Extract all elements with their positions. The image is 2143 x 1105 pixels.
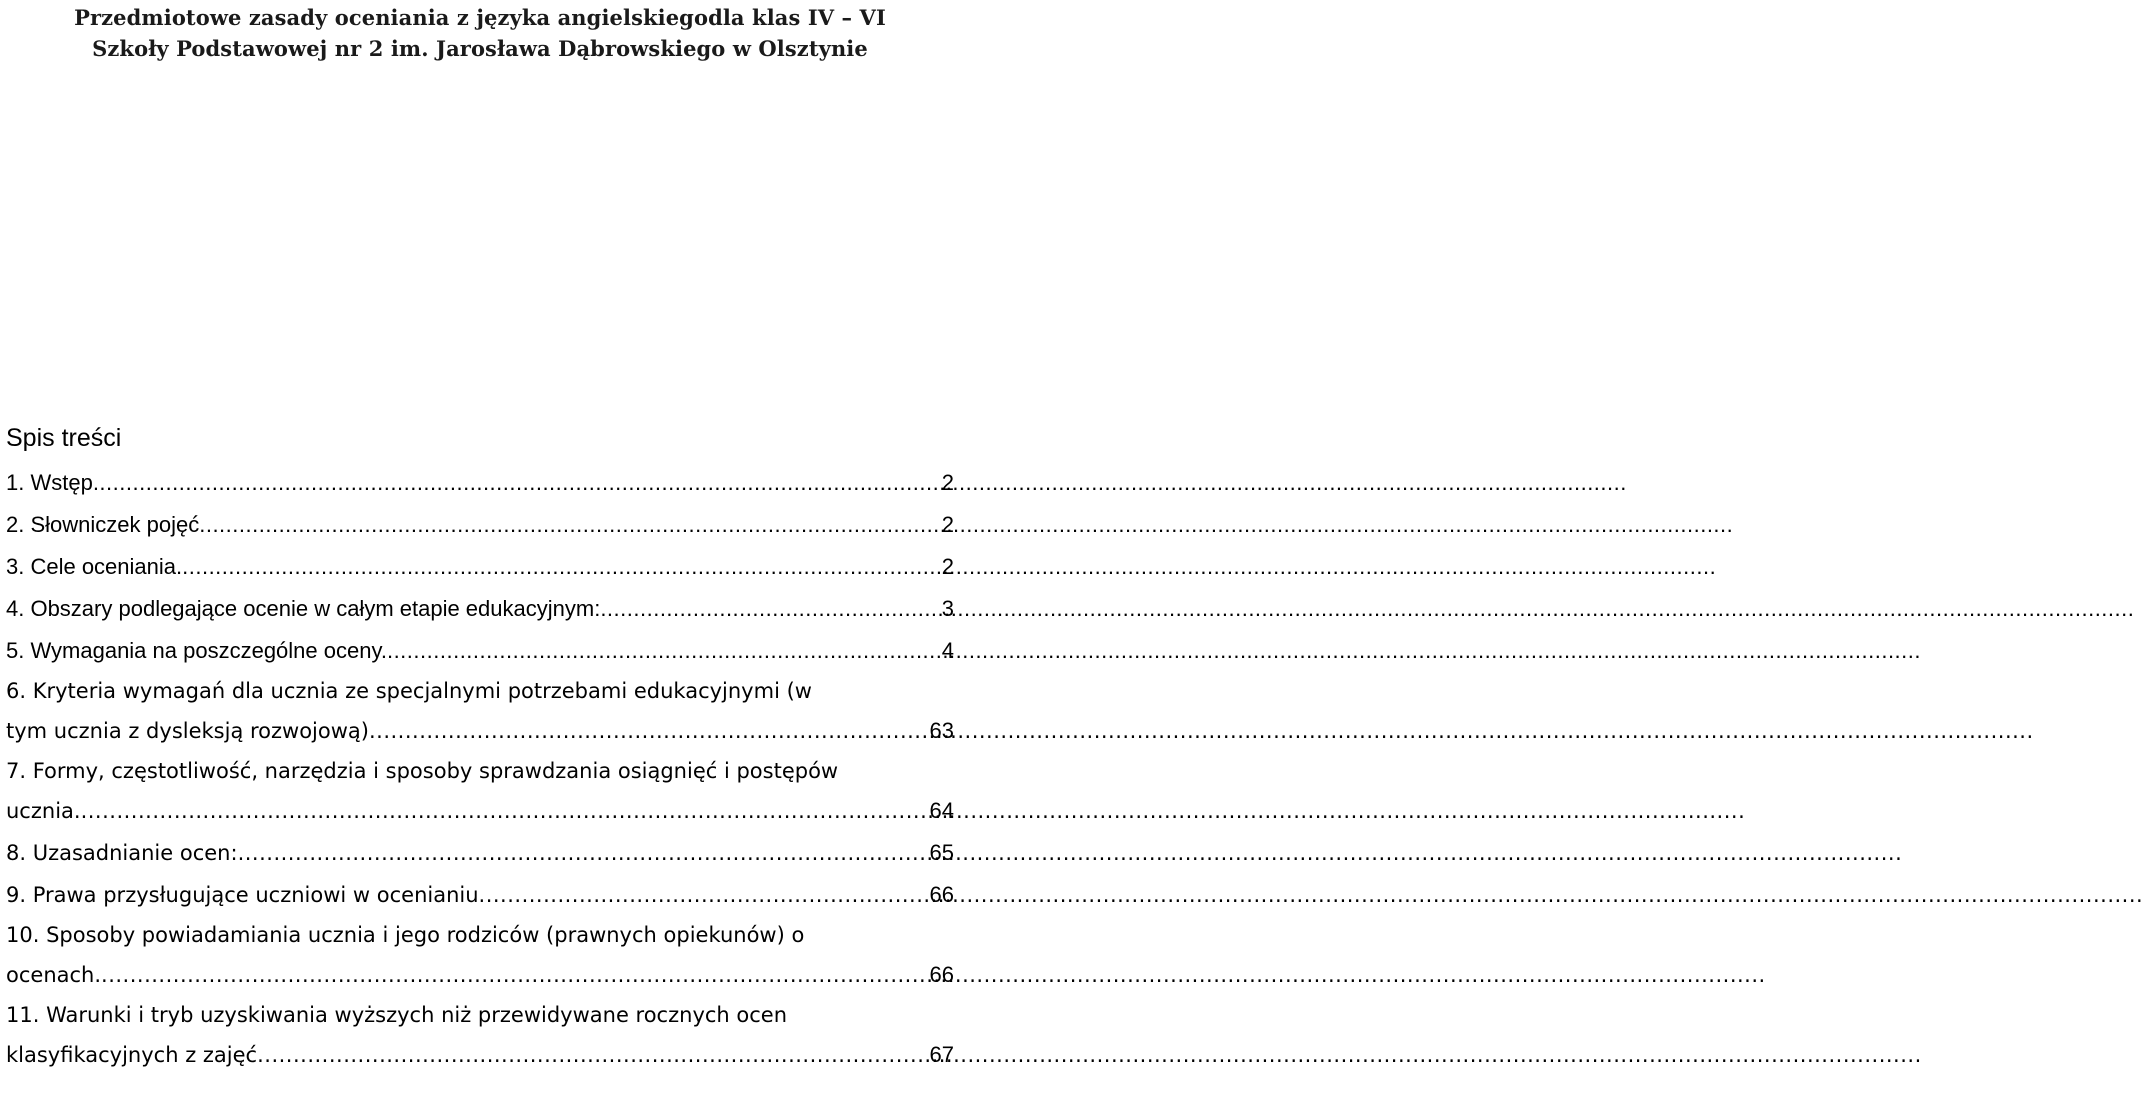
toc-entry-3[interactable] xyxy=(6,546,954,588)
document-title xyxy=(0,0,960,64)
dot-leader xyxy=(479,874,926,916)
toc-entry-1[interactable] xyxy=(6,462,954,504)
toc-entry-11-text[interactable]: klasyfikacyjnych z zajęć xyxy=(6,1043,258,1067)
document-title-line-1: Przedmiotowe zasady oceniania z języka angielskiegodla klas IV – VI xyxy=(74,5,886,30)
toc-entry-2-page[interactable]: 2 xyxy=(941,512,954,537)
toc-entry-7[interactable] xyxy=(6,752,954,832)
toc-entry-11-line-1[interactable]: 11. Warunki i tryb uzyskiwania wyższych niż przewidywane rocznych ocen xyxy=(6,1003,788,1027)
toc-entry-3-page[interactable]: 2 xyxy=(941,554,954,579)
toc-entry-11-page[interactable]: 67 xyxy=(929,1042,954,1067)
dot-leader xyxy=(101,954,925,996)
toc-entry-5-page[interactable]: 4 xyxy=(941,638,954,663)
toc-entry-6[interactable] xyxy=(6,672,954,752)
toc-entry-8[interactable] xyxy=(6,832,954,874)
dot-leader xyxy=(600,588,937,630)
dot-leader xyxy=(369,710,926,752)
toc-entry-4[interactable] xyxy=(6,588,954,630)
toc-entry-9-page[interactable]: 66 xyxy=(929,882,954,907)
dot-leader xyxy=(182,546,938,588)
toc-entry-10-page[interactable]: 66 xyxy=(929,962,954,987)
toc-entry-2[interactable] xyxy=(6,504,954,546)
dot-leader xyxy=(257,1034,925,1076)
toc-entry-7-page[interactable]: 64 xyxy=(929,798,954,823)
toc-entry-11[interactable] xyxy=(6,996,954,1076)
toc-entry-9-text[interactable]: 9. Prawa przysługujące uczniowi w ocenianiu xyxy=(6,883,479,907)
toc-entry-8-text[interactable]: 8. Uzasadnianie ocen: xyxy=(6,841,238,865)
toc-entry-4-text[interactable]: 4. Obszary podlegające ocenie w całym etapie edukacyjnym: xyxy=(6,596,601,621)
toc-entry-4-page[interactable]: 3 xyxy=(941,596,954,621)
toc-entry-6-text[interactable]: tym ucznia z dysleksją rozwojową) xyxy=(6,719,369,743)
dot-leader xyxy=(387,630,938,672)
toc-entry-2-text[interactable]: 2. Słowniczek pojęć xyxy=(6,512,200,537)
toc-entry-10-text[interactable]: ocenach. xyxy=(6,963,102,987)
dot-leader xyxy=(81,790,926,832)
document-title-line-2: Szkoły Podstawowej nr 2 im. Jarosława Dąbrowskiego w Olsztynie xyxy=(92,36,868,61)
toc-entry-5-text[interactable]: 5. Wymagania na poszczególne oceny. xyxy=(6,638,387,663)
toc-entry-3-text[interactable]: 3. Cele oceniania. xyxy=(6,554,183,579)
toc-list xyxy=(6,462,954,1076)
toc-entry-6-page[interactable]: 63 xyxy=(929,718,954,743)
toc-entry-1-text[interactable]: 1. Wstęp xyxy=(6,470,93,495)
dot-leader xyxy=(93,462,938,504)
toc-entry-1-page[interactable]: 2 xyxy=(941,470,954,495)
toc-entry-10[interactable] xyxy=(6,916,954,996)
toc-entry-10-line-1[interactable]: 10. Sposoby powiadamiania ucznia i jego rodziców (prawnych opiekunów) o xyxy=(6,923,805,947)
toc-entry-9[interactable] xyxy=(6,874,954,916)
toc-entry-7-text[interactable]: ucznia. xyxy=(6,799,81,823)
table-of-contents xyxy=(6,418,954,1076)
toc-entry-6-line-1[interactable]: 6. Kryteria wymagań dla ucznia ze specjalnymi potrzebami edukacyjnymi (w xyxy=(6,679,812,703)
toc-entry-5[interactable] xyxy=(6,630,954,672)
toc-entry-8-page[interactable]: 65 xyxy=(929,840,954,865)
dot-leader xyxy=(238,832,926,874)
toc-entry-7-line-1[interactable]: 7. Formy, częstotliwość, narzędzia i sposoby sprawdzania osiągnięć i postępów xyxy=(6,759,839,783)
toc-heading: Spis treści xyxy=(6,424,122,452)
dot-leader xyxy=(199,504,938,546)
